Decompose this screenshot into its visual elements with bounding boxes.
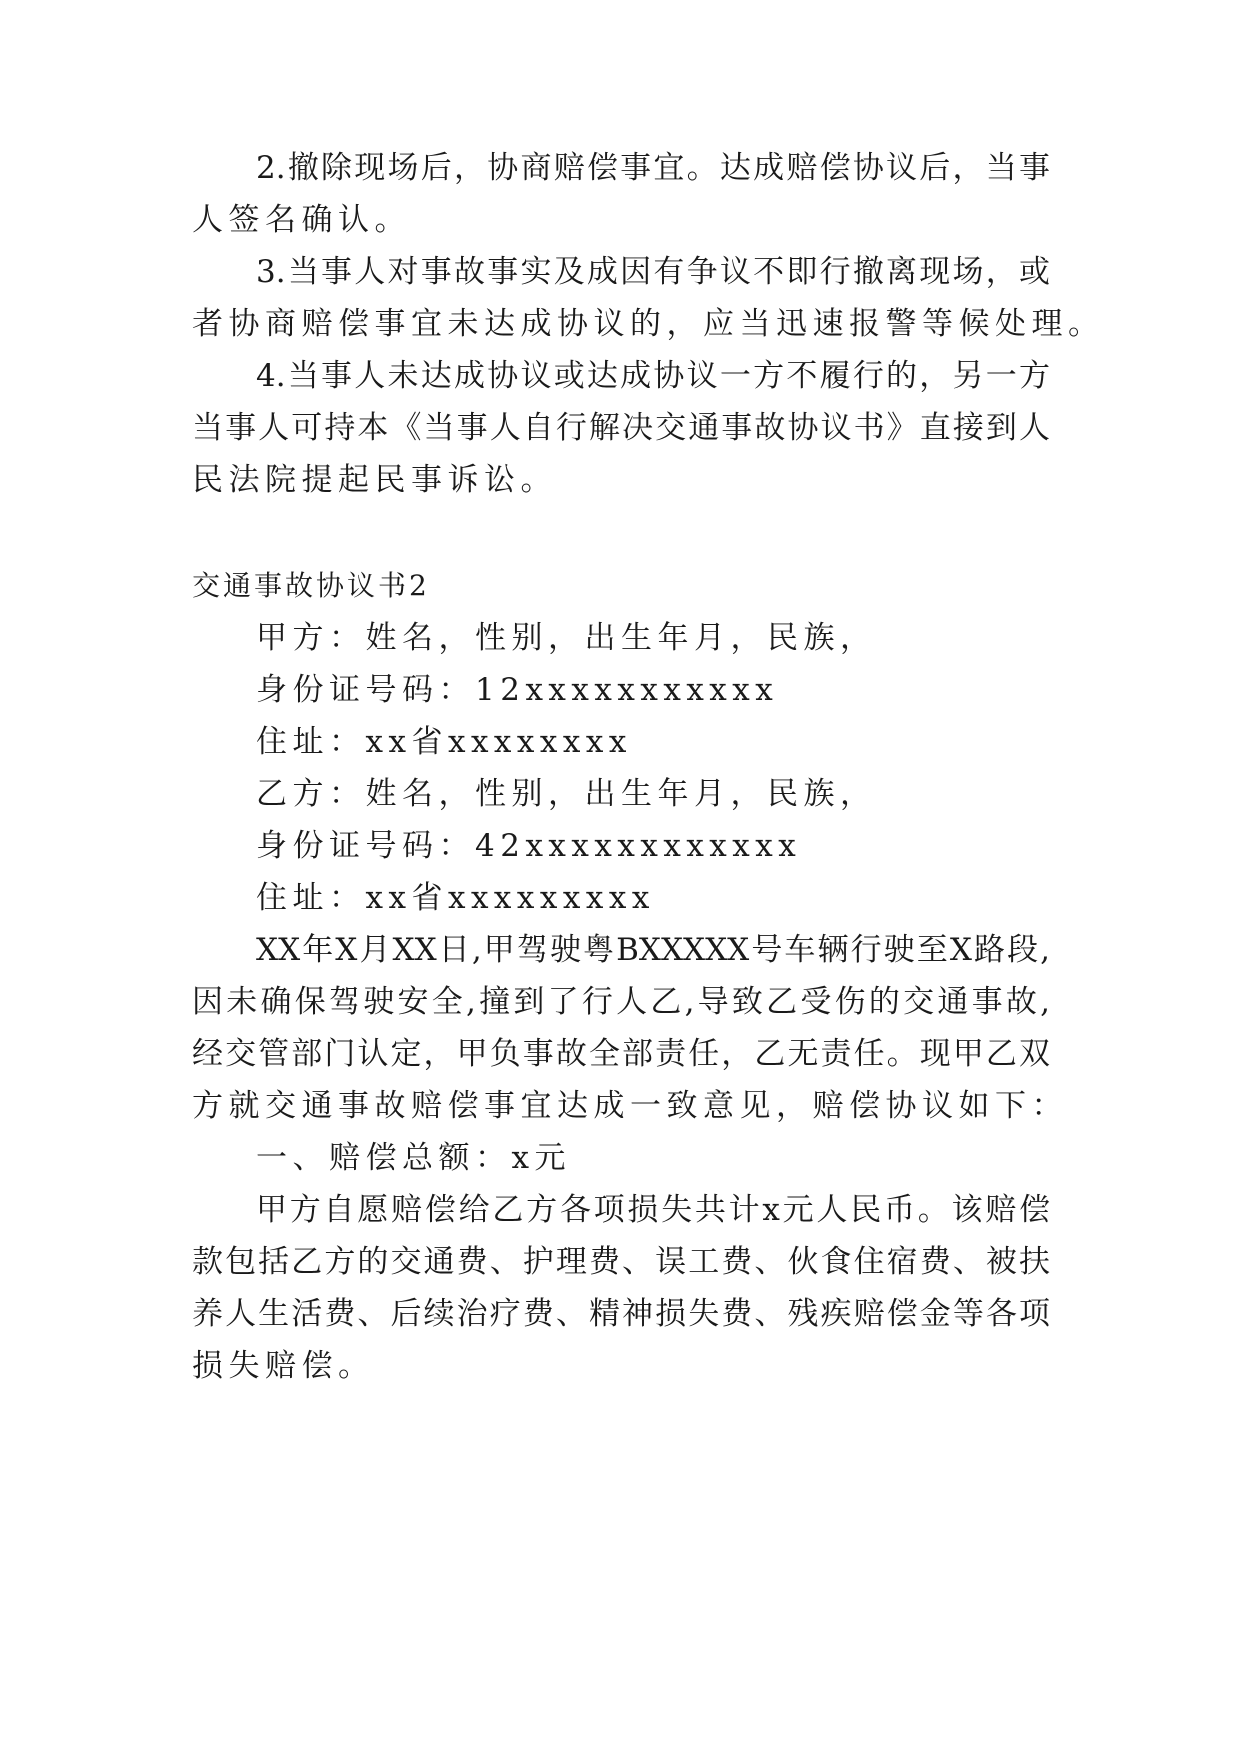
clause-1-line-3: 养人生活费、后续治疗费、精神损失费、残疾赔偿金等各项 bbox=[192, 1296, 1050, 1332]
item-3-line-2: 者协商赔偿事宜未达成协议的，应当迅速报警等候处理。 bbox=[192, 306, 1105, 342]
item-4-line-3: 民法院提起民事诉讼。 bbox=[192, 462, 557, 498]
item-3-line-1: 3.当事人对事故事实及成因有争议不即行撤离现场，或 bbox=[256, 254, 1050, 290]
party-b-id: 身份证号码：42xxxxxxxxxxxx bbox=[256, 828, 802, 864]
party-b-address: 住址：xx省xxxxxxxxx bbox=[256, 880, 655, 916]
document-page bbox=[192, 0, 1105, 1754]
party-a-address: 住址：xx省xxxxxxxx bbox=[256, 724, 632, 760]
item-2-line-2: 人签名确认。 bbox=[192, 202, 411, 238]
clause-1-line-4: 损失赔偿。 bbox=[192, 1348, 375, 1384]
facts-line-3: 经交管部门认定，甲负事故全部责任，乙无责任。现甲乙双 bbox=[192, 1036, 1050, 1072]
party-a-id: 身份证号码：12xxxxxxxxxxx bbox=[256, 672, 779, 708]
section-title: 交通事故协议书2 bbox=[192, 569, 430, 602]
clause-1-line-2: 款包括乙方的交通费、护理费、误工费、伙食住宿费、被扶 bbox=[192, 1244, 1050, 1280]
party-a-line: 甲方：姓名，性别，出生年月，民族， bbox=[256, 620, 877, 656]
party-b-line: 乙方：姓名，性别，出生年月，民族， bbox=[256, 776, 877, 812]
facts-line-2: 因未确保驾驶安全,撞到了行人乙,导致乙受伤的交通事故, bbox=[192, 984, 1050, 1020]
item-2-line-1: 2.撤除现场后，协商赔偿事宜。达成赔偿协议后，当事 bbox=[256, 150, 1050, 186]
clause-1-line-1: 甲方自愿赔偿给乙方各项损失共计x元人民币。该赔偿 bbox=[256, 1192, 1050, 1228]
facts-line-4: 方就交通事故赔偿事宜达成一致意见，赔偿协议如下： bbox=[192, 1088, 1068, 1124]
item-4-line-1: 4.当事人未达成协议或达成协议一方不履行的，另一方 bbox=[256, 358, 1050, 394]
clause-1-heading: 一、赔偿总额：x元 bbox=[256, 1140, 571, 1176]
item-4-line-2: 当事人可持本《当事人自行解决交通事故协议书》直接到人 bbox=[192, 410, 1050, 446]
facts-line-1: XX年X月XX日,甲驾驶粤BXXXXX号车辆行驶至X路段, bbox=[256, 932, 1050, 968]
